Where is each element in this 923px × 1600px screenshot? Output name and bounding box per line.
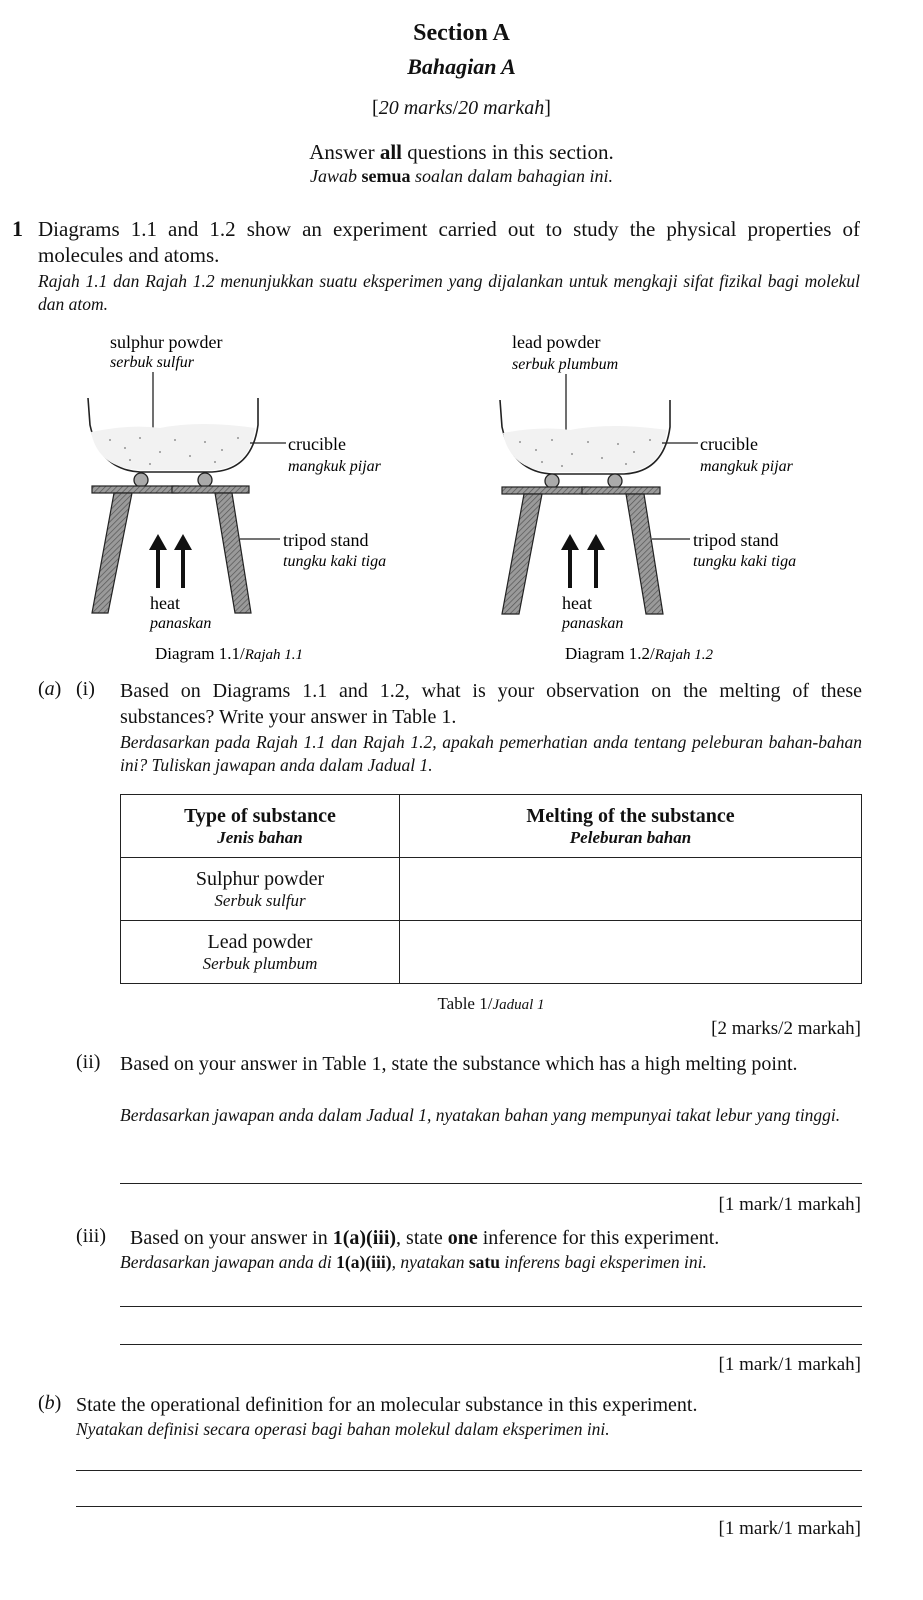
marks-a-ii: [1 mark/1 markah] [718,1194,861,1215]
heat-label: heat [150,593,180,613]
instruction: Answer all questions in this section. [309,140,614,164]
answer-line-a-iii-2[interactable] [120,1344,862,1345]
marks-a-i: [2 marks/2 markah] [711,1018,861,1039]
tripod-leg-left [92,493,132,613]
answer-line-a-iii-1[interactable] [120,1306,862,1307]
crucible-label-malay: mangkuk pijar [288,458,381,475]
row-substance-lead: Lead powder Serbuk plumbum [121,921,400,984]
table-caption: Table 1/Jadual 1 [437,994,545,1013]
diagram-1-2 [500,332,796,663]
tripod-leg-right [626,494,663,614]
part-a-label: (a) [38,678,62,700]
crucible-label-malay: mangkuk pijar [700,458,793,475]
tripod-label-malay: tungku kaki tiga [693,553,797,570]
question-stem-malay: Rajah 1.1 dan Rajah 1.2 menunjukkan suatu eksperimen yang dijalankan untuk mengkaji sifat fizikal bagi molekul dan atom. [38,271,860,314]
heat-arrows [561,534,605,588]
part-a-i-text-malay: Berdasarkan pada Rajah 1.1 dan Rajah 1.2, apakah pemerhatian anda tentang peleburan bahan-bahan ini? Tuliskan jawapan anda dalam Jadual 1. [120,732,862,775]
part-a-ii-text: Based on your answer in Table 1, state the substance which has a high melting point. [120,1053,798,1075]
crucible-label: crucible [700,434,758,454]
question-number: 1 [12,216,23,241]
part-a-iii-text: Based on your answer in 1(a)(iii), state one inference for this experiment. [130,1227,720,1249]
part-a-i-label: (i) [76,678,95,700]
answer-cell-sulphur[interactable] [400,858,862,921]
table-row [121,858,862,921]
tripod-leg-left [502,494,542,614]
part-b-text-malay: Nyatakan definisi secara operasi bagi bahan molekul dalam eksperimen ini. [76,1419,610,1439]
part-a-iii-label: (iii) [76,1225,106,1247]
crucible-label: crucible [288,434,346,454]
lead-powder [503,426,667,472]
powder-label-malay: serbuk sulfur [110,354,194,371]
part-b-label: (b) [38,1392,62,1414]
section-title: Section A [413,20,510,46]
part-a-i-text: Based on Diagrams 1.1 and 1.2, what is your observation on the melting of these substances? Write your answer in Table 1. [120,680,862,728]
diagram-1-1 [88,332,386,663]
diagrams-figure [0,320,923,670]
tripod-top-left [502,487,588,494]
tripod-leg-right [215,493,251,613]
marks-a-iii: [1 mark/1 markah] [718,1354,861,1375]
part-a-ii-text-malay: Berdasarkan jawapan anda dalam Jadual 1, nyatakan bahan yang mempunyai takat lebur yang tinggi. [120,1105,841,1125]
header-melting: Melting of the substance Peleburan bahan [400,795,862,858]
header-substance: Type of substance Jenis bahan [121,795,400,858]
diagram-caption: Diagram 1.2/Rajah 1.2 [565,644,714,663]
part-a-iii-text-malay: Berdasarkan jawapan anda di 1(a)(iii), nyatakan satu inferens bagi eksperimen ini. [120,1252,707,1272]
powder-label-malay: serbuk plumbum [512,356,619,373]
question-stem: Diagrams 1.1 and 1.2 show an experiment carried out to study the physical properties of molecules and atoms. [38,217,860,267]
tripod-top-left [92,486,178,493]
row-substance-sulphur: Sulphur powder Serbuk sulfur [121,858,400,921]
section-marks: [20 marks/20 markah] [372,97,551,119]
answer-cell-lead[interactable] [400,921,862,984]
answer-line-b-1[interactable] [76,1470,862,1471]
marks-b: [1 mark/1 markah] [718,1518,861,1539]
sulphur-powder [91,424,255,470]
table-1 [120,794,862,984]
tripod-label-malay: tungku kaki tiga [283,553,387,570]
heat-arrows [149,534,192,588]
part-a-ii-label: (ii) [76,1051,101,1073]
tripod-top-right [582,487,660,494]
instruction-malay: Jawab semua soalan dalam bahagian ini. [309,166,613,186]
heat-label-malay: panaskan [562,615,624,632]
answer-line-a-ii[interactable] [120,1183,862,1184]
table-row [121,921,862,984]
tripod-top-right [172,486,249,493]
diagram-caption: Diagram 1.1/Rajah 1.1 [155,644,304,663]
answer-line-b-2[interactable] [76,1506,862,1507]
section-title-malay: Bahagian A [407,54,516,79]
tripod-label: tripod stand [283,530,369,550]
table-header-row [121,795,862,858]
powder-label: sulphur powder [110,332,223,352]
part-b-text: State the operational definition for an molecular substance in this experiment. [76,1394,698,1416]
powder-label: lead powder [512,332,601,352]
heat-label: heat [562,593,592,613]
tripod-label: tripod stand [693,530,779,550]
heat-label-malay: panaskan [150,615,212,632]
